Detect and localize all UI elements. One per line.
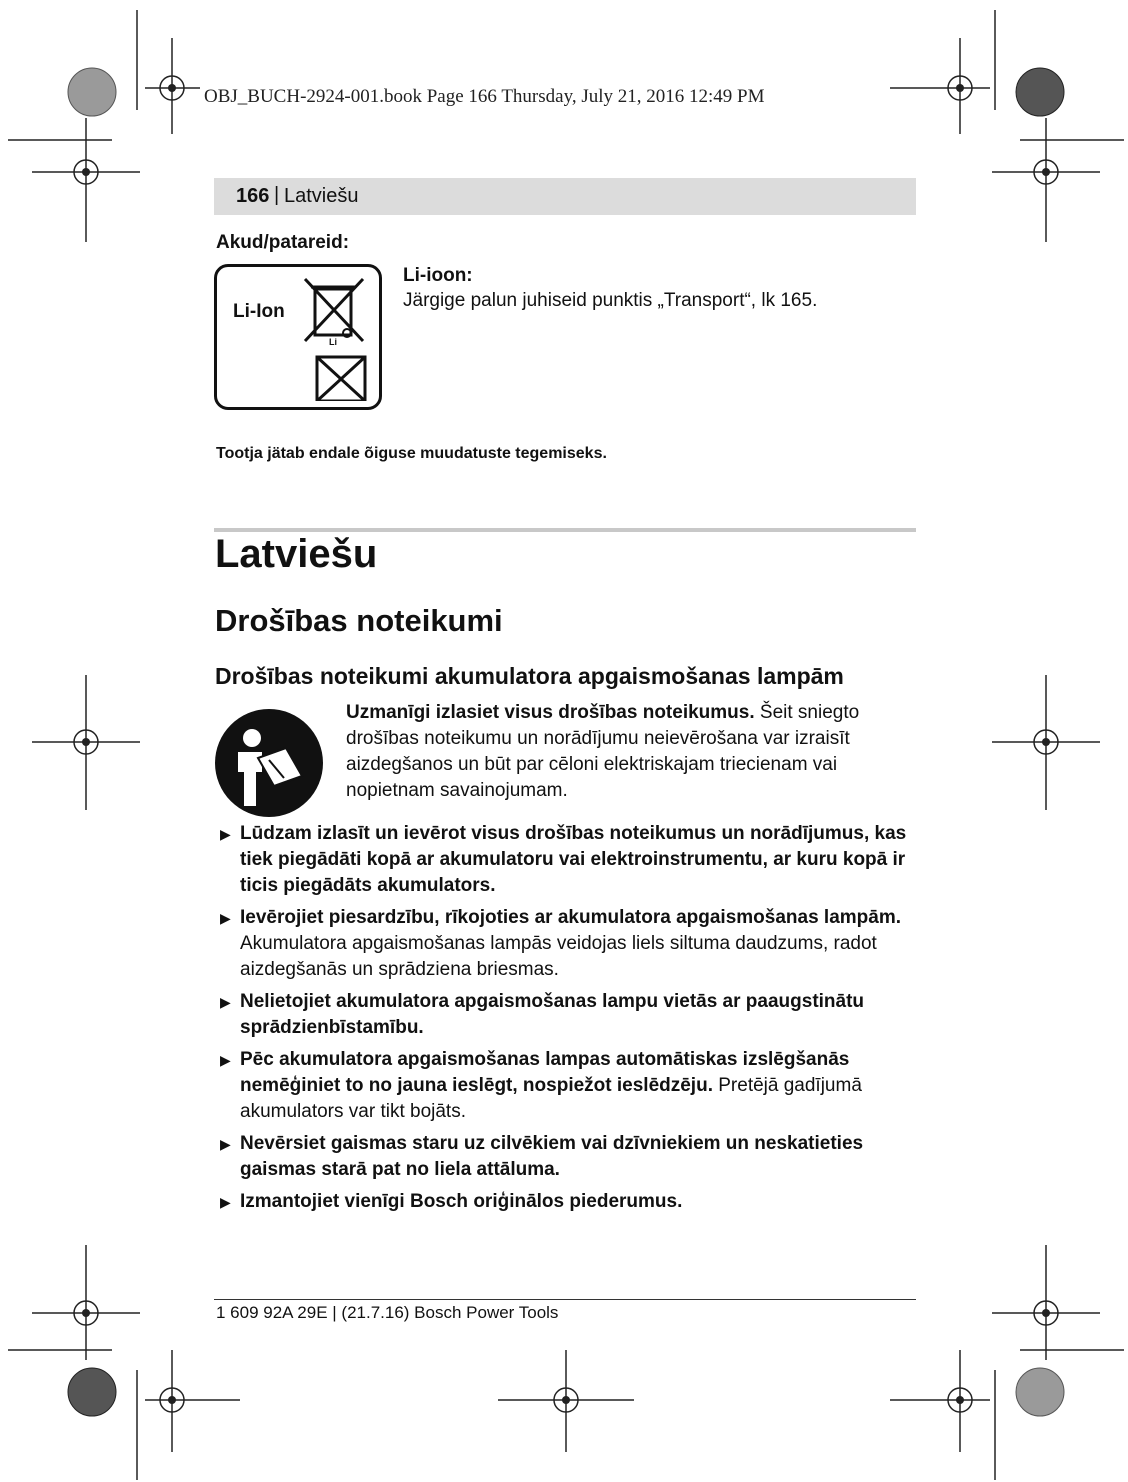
header-language: Latviešu [284,185,359,207]
list-item [220,1131,920,1183]
bullet-bold: Pēc akumulatora apgaismošanas lampas automātiskas izslēgšanās nemēģiniet to no jauna ieslēgt, nospiežot ieslēdzēju. [240,1049,850,1096]
bullet-marker-icon: ▶ [220,1194,231,1210]
safety-bullet-list [220,821,920,1221]
footer-rule [214,1299,916,1300]
list-item [220,1047,920,1125]
li-small-label: Li [329,337,337,347]
print-header: OBJ_BUCH-2924-001.book Page 166 Thursday, July 21, 2016 12:49 PM [204,86,765,107]
list-item [220,821,920,899]
bullet-bold: Nevērsiet gaismas staru uz cilvēkiem vai dzīvniekiem un neskatieties gaismas starā pat no liela attāluma. [240,1133,864,1180]
li-ion-title: Li-ioon: [403,265,473,286]
section-title: Drošības noteikumi [215,603,503,638]
page-header-bar [214,178,916,215]
read-manual-icon [214,708,324,818]
battery-section-title: Akud/patareid: [216,232,350,253]
bullet-marker-icon: ▶ [220,994,231,1010]
bullet-bold: Izmantojiet vienīgi Bosch oriģinālos piederumus. [240,1191,683,1212]
bullet-text: Akumulatora apgaismošanas lampās veidojas liels siltuma daudzums, radot aizdegšanās un sprādziena briesmas. [240,933,877,980]
list-item [220,905,920,983]
rights-notice: Tootja jätab endale õiguse muudatuste tegemiseks. [216,445,607,462]
bullet-marker-icon: ▶ [220,1136,231,1152]
bullet-bold: Lūdzam izlasīt un ievērot visus drošības noteikumus un norādījumus, kas tiek piegādāti kopā ar akumulatoru vai elektroinstrumentu, ar kuru kopā ir ticis piegādāts akumulators. [240,823,907,896]
main-title: Latviešu [215,532,378,576]
intro-bold: Uzmanīgi izlasiet visus drošības noteikumus. [346,702,755,723]
page-footer: 1 609 92A 29E | (21.7.16) Bosch Power Tools [216,1303,559,1322]
page-number: 166 [236,185,270,207]
li-ion-text: Järgige palun juhiseid punktis „Transport“, lk 165. [403,290,818,311]
list-item [220,989,920,1041]
bullet-bold: Ievērojiet piesardzību, rīkojoties ar akumulatora apgaismošanas lampām. [240,907,902,928]
bullet-bold: Nelietojiet akumulatora apgaismošanas lampu vietās ar paaugstinātu sprādzienbīstamību. [240,991,865,1038]
intro-text: Šeit sniegto drošības noteikumu un norādījumu neievērošana var izraisīt aizdegšanos un būt par cēloni elektriskajam triecienam vai nopietnam savainojumam. [346,702,860,801]
bullet-marker-icon: ▶ [220,1052,231,1068]
header-separator: | [274,184,280,206]
li-ion-label: Li-Ion [233,301,285,322]
bullet-text: Pretējā gadījumā akumulators var tikt bojāts. [240,1075,862,1122]
subsection-title: Drošības noteikumi akumulatora apgaismošanas lampām [215,663,844,689]
intro-paragraph [346,700,918,804]
bullet-marker-icon: ▶ [220,826,231,842]
battery-disposal-icon [214,264,382,410]
bullet-marker-icon: ▶ [220,910,231,926]
list-item [220,1189,920,1215]
